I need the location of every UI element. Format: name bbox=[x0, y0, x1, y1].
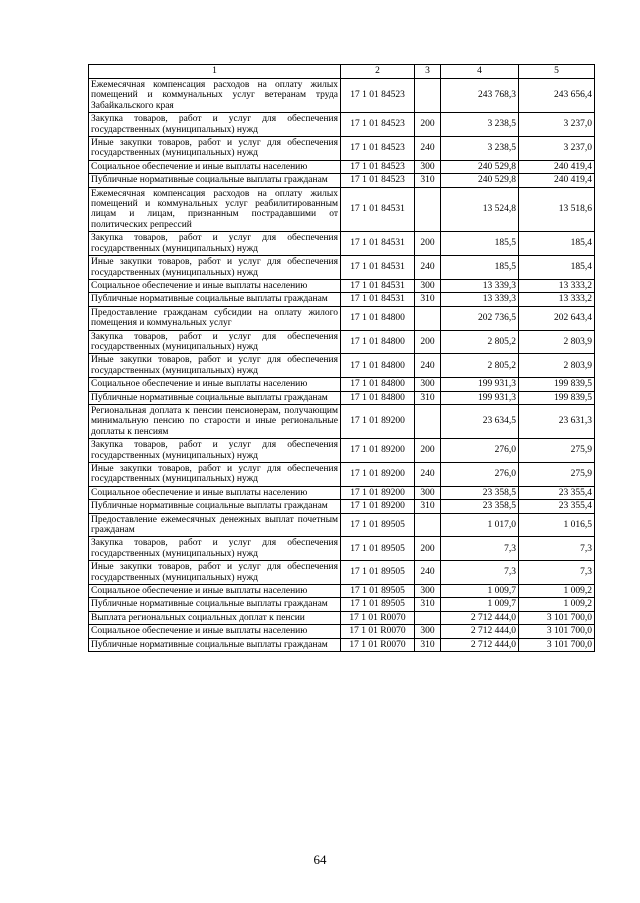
row-amount-1-cell: 1 017,0 bbox=[441, 513, 519, 537]
row-code-cell: 17 1 01 84800 bbox=[341, 306, 415, 330]
row-expense-type-cell: 300 bbox=[415, 279, 441, 292]
row-code-cell: 17 1 01 R0070 bbox=[341, 611, 415, 624]
row-name-cell: Социальное обеспечение и иные выплаты населению bbox=[89, 625, 341, 638]
row-code-cell: 17 1 01 89200 bbox=[341, 439, 415, 463]
row-code-cell: 17 1 01 89505 bbox=[341, 598, 415, 611]
row-name-cell: Закупка товаров, работ и услуг для обеспечения государственных (муниципальных) нужд bbox=[89, 232, 341, 256]
row-expense-type-cell: 300 bbox=[415, 585, 441, 598]
row-code-cell: 17 1 01 84523 bbox=[341, 137, 415, 161]
row-code-cell: 17 1 01 84531 bbox=[341, 232, 415, 256]
table-row bbox=[89, 378, 595, 391]
table-row bbox=[89, 513, 595, 537]
row-code-cell: 17 1 01 84800 bbox=[341, 330, 415, 354]
table-row bbox=[89, 306, 595, 330]
row-expense-type-cell bbox=[415, 79, 441, 113]
table-row bbox=[89, 79, 595, 113]
row-expense-type-cell: 300 bbox=[415, 378, 441, 391]
table-row bbox=[89, 486, 595, 499]
row-expense-type-cell: 200 bbox=[415, 439, 441, 463]
row-name-cell: Иные закупки товаров, работ и услуг для обеспечения государственных (муниципальных) нужд bbox=[89, 561, 341, 585]
column-header-amount-2: 5 bbox=[519, 65, 595, 79]
row-expense-type-cell: 200 bbox=[415, 537, 441, 561]
row-expense-type-cell: 310 bbox=[415, 293, 441, 306]
row-expense-type-cell: 200 bbox=[415, 330, 441, 354]
row-expense-type-cell: 240 bbox=[415, 463, 441, 487]
row-code-cell: 17 1 01 84800 bbox=[341, 354, 415, 378]
table-row bbox=[89, 611, 595, 624]
row-amount-2-cell: 1 009,2 bbox=[519, 598, 595, 611]
row-amount-1-cell: 240 529,8 bbox=[441, 174, 519, 187]
row-amount-1-cell: 23 358,5 bbox=[441, 500, 519, 513]
row-amount-2-cell: 3 101 700,0 bbox=[519, 638, 595, 651]
row-amount-1-cell: 13 524,8 bbox=[441, 187, 519, 232]
row-amount-1-cell: 7,3 bbox=[441, 537, 519, 561]
row-amount-2-cell: 243 656,4 bbox=[519, 79, 595, 113]
row-amount-1-cell: 240 529,8 bbox=[441, 160, 519, 173]
table-row bbox=[89, 598, 595, 611]
table-row bbox=[89, 354, 595, 378]
row-amount-2-cell: 185,4 bbox=[519, 232, 595, 256]
row-expense-type-cell: 300 bbox=[415, 486, 441, 499]
row-code-cell: 17 1 01 89505 bbox=[341, 561, 415, 585]
row-amount-2-cell: 240 419,4 bbox=[519, 160, 595, 173]
row-amount-1-cell: 199 931,3 bbox=[441, 378, 519, 391]
row-name-cell: Публичные нормативные социальные выплаты гражданам bbox=[89, 391, 341, 404]
column-header-name: 1 bbox=[89, 65, 341, 79]
row-code-cell: 17 1 01 84800 bbox=[341, 391, 415, 404]
table-row bbox=[89, 537, 595, 561]
row-name-cell: Публичные нормативные социальные выплаты гражданам bbox=[89, 598, 341, 611]
row-expense-type-cell: 240 bbox=[415, 561, 441, 585]
row-amount-1-cell: 13 339,3 bbox=[441, 279, 519, 292]
row-amount-2-cell: 13 333,2 bbox=[519, 279, 595, 292]
row-amount-2-cell: 202 643,4 bbox=[519, 306, 595, 330]
row-amount-1-cell: 199 931,3 bbox=[441, 391, 519, 404]
table-row bbox=[89, 137, 595, 161]
row-code-cell: 17 1 01 89200 bbox=[341, 404, 415, 438]
row-code-cell: 17 1 01 89200 bbox=[341, 500, 415, 513]
table-row bbox=[89, 404, 595, 438]
row-name-cell: Закупка товаров, работ и услуг для обеспечения государственных (муниципальных) нужд bbox=[89, 439, 341, 463]
table-row bbox=[89, 500, 595, 513]
row-amount-2-cell: 275,9 bbox=[519, 463, 595, 487]
row-code-cell: 17 1 01 84531 bbox=[341, 187, 415, 232]
table-row bbox=[89, 463, 595, 487]
row-code-cell: 17 1 01 84531 bbox=[341, 293, 415, 306]
row-expense-type-cell bbox=[415, 187, 441, 232]
table-row bbox=[89, 293, 595, 306]
row-amount-1-cell: 1 009,7 bbox=[441, 598, 519, 611]
row-amount-1-cell: 276,0 bbox=[441, 463, 519, 487]
row-code-cell: 17 1 01 84531 bbox=[341, 279, 415, 292]
table-row bbox=[89, 330, 595, 354]
row-amount-1-cell: 2 805,2 bbox=[441, 330, 519, 354]
table-row bbox=[89, 638, 595, 651]
row-name-cell: Региональная доплата к пенсии пенсионерам, получающим минимальную пенсию по старости и иные региональные доплаты к пенсиям bbox=[89, 404, 341, 438]
row-name-cell: Ежемесячная компенсация расходов на оплату жилых помещений и коммунальных услуг реабилитированным лицам и лицам, признанным пострадавшими от политических репрессий bbox=[89, 187, 341, 232]
row-code-cell: 17 1 01 84523 bbox=[341, 79, 415, 113]
row-name-cell: Ежемесячная компенсация расходов на оплату жилых помещений и коммунальных услуг ветеранам труда Забайкальского края bbox=[89, 79, 341, 113]
row-amount-1-cell: 3 238,5 bbox=[441, 137, 519, 161]
row-expense-type-cell bbox=[415, 404, 441, 438]
row-code-cell: 17 1 01 89505 bbox=[341, 537, 415, 561]
row-name-cell: Иные закупки товаров, работ и услуг для обеспечения государственных (муниципальных) нужд bbox=[89, 256, 341, 280]
row-amount-1-cell: 13 339,3 bbox=[441, 293, 519, 306]
row-code-cell: 17 1 01 84800 bbox=[341, 378, 415, 391]
row-amount-1-cell: 243 768,3 bbox=[441, 79, 519, 113]
row-expense-type-cell: 240 bbox=[415, 354, 441, 378]
row-amount-2-cell: 23 631,3 bbox=[519, 404, 595, 438]
row-amount-2-cell: 3 237,0 bbox=[519, 137, 595, 161]
row-amount-2-cell: 199 839,5 bbox=[519, 378, 595, 391]
row-expense-type-cell: 310 bbox=[415, 174, 441, 187]
column-header-expense-type: 3 bbox=[415, 65, 441, 79]
row-code-cell: 17 1 01 89505 bbox=[341, 585, 415, 598]
row-expense-type-cell: 300 bbox=[415, 625, 441, 638]
row-name-cell: Предоставление ежемесячных денежных выплат почетным гражданам bbox=[89, 513, 341, 537]
row-code-cell: 17 1 01 89200 bbox=[341, 486, 415, 499]
table-header-row bbox=[89, 65, 595, 79]
row-amount-1-cell: 23 634,5 bbox=[441, 404, 519, 438]
row-amount-2-cell: 7,3 bbox=[519, 537, 595, 561]
row-expense-type-cell: 300 bbox=[415, 160, 441, 173]
row-code-cell: 17 1 01 89505 bbox=[341, 513, 415, 537]
column-header-code: 2 bbox=[341, 65, 415, 79]
row-amount-2-cell: 13 518,6 bbox=[519, 187, 595, 232]
row-name-cell: Социальное обеспечение и иные выплаты населению bbox=[89, 378, 341, 391]
table-row bbox=[89, 160, 595, 173]
row-amount-1-cell: 185,5 bbox=[441, 232, 519, 256]
table-row bbox=[89, 174, 595, 187]
row-name-cell: Социальное обеспечение и иные выплаты населению bbox=[89, 279, 341, 292]
row-amount-1-cell: 23 358,5 bbox=[441, 486, 519, 499]
row-amount-2-cell: 240 419,4 bbox=[519, 174, 595, 187]
row-code-cell: 17 1 01 84523 bbox=[341, 113, 415, 137]
page-number: 64 bbox=[313, 852, 327, 867]
row-amount-1-cell: 2 805,2 bbox=[441, 354, 519, 378]
row-amount-1-cell: 2 712 444,0 bbox=[441, 638, 519, 651]
row-amount-1-cell: 185,5 bbox=[441, 256, 519, 280]
row-name-cell: Публичные нормативные социальные выплаты гражданам bbox=[89, 500, 341, 513]
row-name-cell: Иные закупки товаров, работ и услуг для обеспечения государственных (муниципальных) нужд bbox=[89, 354, 341, 378]
table-row bbox=[89, 561, 595, 585]
row-amount-2-cell: 1 016,5 bbox=[519, 513, 595, 537]
row-amount-1-cell: 1 009,7 bbox=[441, 585, 519, 598]
row-code-cell: 17 1 01 R0070 bbox=[341, 638, 415, 651]
row-amount-2-cell: 23 355,4 bbox=[519, 500, 595, 513]
row-amount-2-cell: 7,3 bbox=[519, 561, 595, 585]
row-expense-type-cell: 200 bbox=[415, 232, 441, 256]
row-amount-1-cell: 2 712 444,0 bbox=[441, 625, 519, 638]
row-amount-2-cell: 185,4 bbox=[519, 256, 595, 280]
row-name-cell: Публичные нормативные социальные выплаты гражданам bbox=[89, 293, 341, 306]
row-code-cell: 17 1 01 84531 bbox=[341, 256, 415, 280]
row-code-cell: 17 1 01 89200 bbox=[341, 463, 415, 487]
table-row bbox=[89, 256, 595, 280]
row-amount-2-cell: 275,9 bbox=[519, 439, 595, 463]
row-amount-2-cell: 13 333,2 bbox=[519, 293, 595, 306]
row-name-cell: Социальное обеспечение и иные выплаты населению bbox=[89, 585, 341, 598]
row-expense-type-cell: 310 bbox=[415, 391, 441, 404]
row-amount-2-cell: 3 101 700,0 bbox=[519, 611, 595, 624]
row-code-cell: 17 1 01 84523 bbox=[341, 160, 415, 173]
row-name-cell: Иные закупки товаров, работ и услуг для обеспечения государственных (муниципальных) нужд bbox=[89, 137, 341, 161]
table-row bbox=[89, 113, 595, 137]
row-name-cell: Закупка товаров, работ и услуг для обеспечения государственных (муниципальных) нужд bbox=[89, 537, 341, 561]
row-expense-type-cell bbox=[415, 611, 441, 624]
row-amount-1-cell: 2 712 444,0 bbox=[441, 611, 519, 624]
row-expense-type-cell: 310 bbox=[415, 638, 441, 651]
row-name-cell: Социальное обеспечение и иные выплаты населению bbox=[89, 486, 341, 499]
row-name-cell: Публичные нормативные социальные выплаты гражданам bbox=[89, 638, 341, 651]
row-amount-2-cell: 2 803,9 bbox=[519, 330, 595, 354]
row-expense-type-cell: 240 bbox=[415, 137, 441, 161]
row-amount-2-cell: 3 101 700,0 bbox=[519, 625, 595, 638]
row-amount-1-cell: 3 238,5 bbox=[441, 113, 519, 137]
row-amount-1-cell: 7,3 bbox=[441, 561, 519, 585]
row-name-cell: Социальное обеспечение и иные выплаты населению bbox=[89, 160, 341, 173]
row-amount-1-cell: 202 736,5 bbox=[441, 306, 519, 330]
budget-table bbox=[88, 64, 595, 652]
row-name-cell: Предоставление гражданам субсидии на оплату жилого помещения и коммунальных услуг bbox=[89, 306, 341, 330]
row-amount-1-cell: 276,0 bbox=[441, 439, 519, 463]
table-row bbox=[89, 279, 595, 292]
column-header-amount-1: 4 bbox=[441, 65, 519, 79]
row-code-cell: 17 1 01 R0070 bbox=[341, 625, 415, 638]
row-expense-type-cell: 310 bbox=[415, 598, 441, 611]
row-expense-type-cell bbox=[415, 306, 441, 330]
row-code-cell: 17 1 01 84523 bbox=[341, 174, 415, 187]
row-name-cell: Закупка товаров, работ и услуг для обеспечения государственных (муниципальных) нужд bbox=[89, 113, 341, 137]
row-amount-2-cell: 3 237,0 bbox=[519, 113, 595, 137]
row-amount-2-cell: 2 803,9 bbox=[519, 354, 595, 378]
table-row bbox=[89, 232, 595, 256]
row-amount-2-cell: 23 355,4 bbox=[519, 486, 595, 499]
row-expense-type-cell bbox=[415, 513, 441, 537]
row-name-cell: Выплата региональных социальных доплат к пенсии bbox=[89, 611, 341, 624]
table-row bbox=[89, 391, 595, 404]
row-name-cell: Публичные нормативные социальные выплаты гражданам bbox=[89, 174, 341, 187]
table-row bbox=[89, 439, 595, 463]
row-expense-type-cell: 240 bbox=[415, 256, 441, 280]
row-amount-2-cell: 199 839,5 bbox=[519, 391, 595, 404]
table-row bbox=[89, 187, 595, 232]
row-expense-type-cell: 200 bbox=[415, 113, 441, 137]
row-name-cell: Закупка товаров, работ и услуг для обеспечения государственных (муниципальных) нужд bbox=[89, 330, 341, 354]
row-name-cell: Иные закупки товаров, работ и услуг для обеспечения государственных (муниципальных) нужд bbox=[89, 463, 341, 487]
row-expense-type-cell: 310 bbox=[415, 500, 441, 513]
table-row bbox=[89, 625, 595, 638]
row-amount-2-cell: 1 009,2 bbox=[519, 585, 595, 598]
table-row bbox=[89, 585, 595, 598]
table-body bbox=[89, 79, 595, 652]
